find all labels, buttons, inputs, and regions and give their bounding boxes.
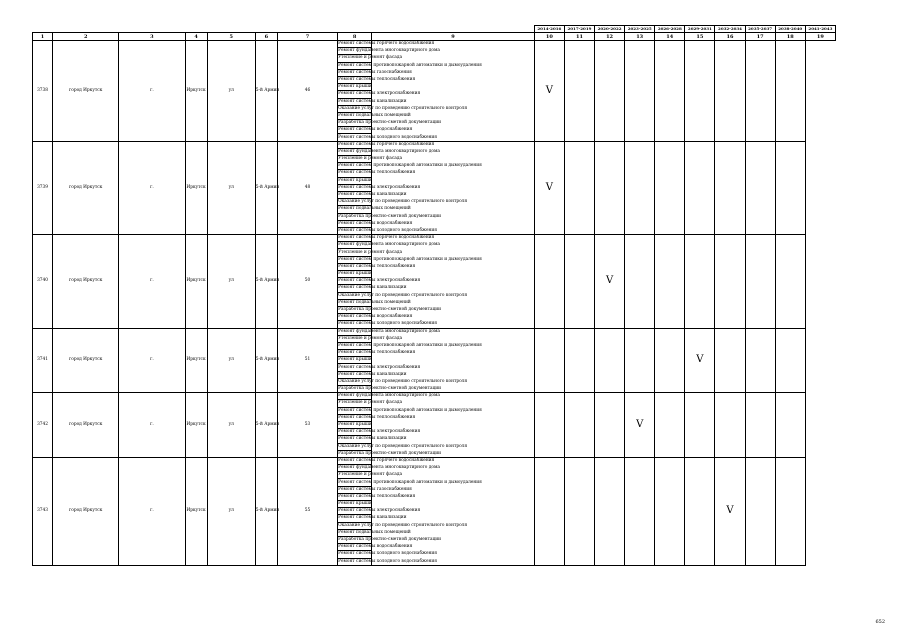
work-type-cell: Ремонт системы канализации bbox=[338, 371, 407, 377]
period-empty-cell bbox=[775, 457, 805, 565]
work-type-cell: Ремонт фундамента многоквартирного дома bbox=[338, 328, 440, 334]
period-empty-cell bbox=[625, 141, 655, 234]
period-empty-cell bbox=[655, 41, 685, 142]
street-name-cell: 5-й Армии bbox=[255, 393, 277, 458]
city-name-cell: Иркутск bbox=[185, 235, 207, 328]
work-type-cell: Ремонт системы теплоснабжения bbox=[338, 77, 416, 83]
period-header-cell: 2032-2034 bbox=[715, 26, 745, 33]
period-empty-cell bbox=[745, 328, 775, 393]
work-type-cell: Утепление и ремонт фасада bbox=[338, 156, 403, 162]
work-row bbox=[33, 235, 836, 242]
work-type-cell: Ремонт подвальных помещений bbox=[338, 112, 411, 118]
city-type-cell: г. bbox=[119, 235, 185, 328]
period-empty-cell bbox=[685, 393, 715, 458]
column-number-cell: 13 bbox=[625, 33, 655, 41]
header-blank-cell bbox=[33, 26, 53, 33]
period-empty-cell bbox=[534, 393, 564, 458]
work-row bbox=[33, 141, 836, 148]
work-type-cell: Оказание услуг по проведению строительного контроля bbox=[338, 378, 468, 384]
city-name-cell: Иркутск bbox=[185, 328, 207, 393]
street-type-cell: ул bbox=[207, 235, 255, 328]
period-empty-cell bbox=[564, 141, 594, 234]
municipality-cell: город Иркутск bbox=[53, 41, 119, 142]
municipality-cell: город Иркутск bbox=[53, 457, 119, 565]
work-type-cell: Ремонт системы электроснабжения bbox=[338, 184, 421, 190]
building-id-cell: 3740 bbox=[33, 235, 53, 328]
work-type-cell: Оказание услуг по проведению строительного контроля bbox=[338, 443, 468, 449]
column-number-cell: 4 bbox=[185, 33, 207, 41]
period-header-cell: 2017-2019 bbox=[564, 26, 594, 33]
header-blank-cell bbox=[207, 26, 255, 33]
period-empty-cell bbox=[595, 141, 625, 234]
work-type-cell: Разработка проектно-сметной документации bbox=[338, 537, 442, 543]
column-number-cell: 12 bbox=[595, 33, 625, 41]
work-type-cell: Ремонт крыши bbox=[338, 501, 372, 507]
period-empty-cell bbox=[745, 393, 775, 458]
period-empty-cell bbox=[625, 457, 655, 565]
street-name-cell: 5-й Армии bbox=[255, 457, 277, 565]
period-header-cell: 2014-2016 bbox=[534, 26, 564, 33]
work-type-cell: Оказание услуг по проведению строительного контроля bbox=[338, 105, 468, 111]
work-row bbox=[33, 328, 836, 335]
work-row bbox=[33, 393, 836, 400]
period-empty-cell bbox=[715, 141, 745, 234]
city-type-cell: г. bbox=[119, 141, 185, 234]
period-empty-cell bbox=[534, 235, 564, 328]
column-number-cell: 5 bbox=[207, 33, 255, 41]
period-mark-cell: V bbox=[715, 457, 745, 565]
municipality-cell: город Иркутск bbox=[53, 393, 119, 458]
work-type-cell: Ремонт крыши bbox=[338, 422, 372, 428]
city-name-cell: Иркутск bbox=[185, 141, 207, 234]
column-number-cell: 9 bbox=[372, 33, 535, 41]
column-number-cell: 2 bbox=[53, 33, 119, 41]
period-empty-cell bbox=[655, 235, 685, 328]
column-number-cell: 17 bbox=[745, 33, 775, 41]
period-empty-cell bbox=[745, 41, 775, 142]
period-empty-cell bbox=[745, 235, 775, 328]
work-type-cell: Оказание услуг по проведению строительного контроля bbox=[338, 199, 468, 205]
house-number-cell: 53 bbox=[277, 393, 337, 458]
building-id-cell: 3743 bbox=[33, 457, 53, 565]
work-type-cell: Оказание услуг по проведению строительного контроля bbox=[338, 292, 468, 298]
work-type-cell: Утепление и ремонт фасада bbox=[338, 400, 403, 406]
work-type-cell: Ремонт системы канализации bbox=[338, 285, 407, 291]
header-blank-cell bbox=[119, 26, 185, 33]
house-number-cell: 51 bbox=[277, 328, 337, 393]
city-name-cell: Иркутск bbox=[185, 393, 207, 458]
work-type-cell: Ремонт подвальных помещений bbox=[338, 299, 411, 305]
work-type-cell: Оказание услуг по проведению строительного контроля bbox=[338, 522, 468, 528]
work-type-cell: Утепление и ремонт фасада bbox=[338, 335, 403, 341]
page-number: 652 bbox=[875, 619, 885, 625]
work-type-cell: Ремонт системы водоснабжения bbox=[338, 544, 413, 550]
work-type-cell: Ремонт системы холодного водоснабжения bbox=[338, 551, 437, 557]
city-type-cell: г. bbox=[119, 457, 185, 565]
work-type-cell: Ремонт крыши bbox=[338, 357, 372, 363]
building-id-cell: 3738 bbox=[33, 41, 53, 142]
city-type-cell: г. bbox=[119, 328, 185, 393]
street-type-cell: ул bbox=[207, 141, 255, 234]
period-empty-cell bbox=[775, 41, 805, 142]
column-number-cell: 19 bbox=[805, 33, 835, 41]
work-type-cell: Ремонт системы горячего водоснабжения bbox=[338, 235, 435, 241]
period-empty-cell bbox=[655, 141, 685, 234]
work-type-cell: Ремонт систем противопожарной автоматики и дымоудаления bbox=[338, 479, 482, 485]
period-empty-cell bbox=[685, 41, 715, 142]
building-id-cell: 3741 bbox=[33, 328, 53, 393]
city-type-cell: г. bbox=[119, 393, 185, 458]
work-type-cell: Разработка проектно-сметной документации bbox=[338, 213, 442, 219]
column-number-cell: 10 bbox=[534, 33, 564, 41]
header-blank-cell bbox=[185, 26, 207, 33]
column-number-cell: 7 bbox=[277, 33, 337, 41]
work-type-cell: Ремонт системы канализации bbox=[338, 98, 407, 104]
work-type-cell: Ремонт фундамента многоквартирного дома bbox=[338, 48, 440, 54]
header-blank-cell bbox=[53, 26, 119, 33]
work-type-cell: Ремонт подвальных помещений bbox=[338, 529, 411, 535]
header-blank-cell bbox=[338, 26, 372, 33]
period-empty-cell bbox=[564, 328, 594, 393]
period-empty-cell bbox=[625, 328, 655, 393]
work-type-cell: Ремонт систем противопожарной автоматики и дымоудаления bbox=[338, 163, 482, 169]
work-type-cell: Ремонт систем противопожарной автоматики и дымоудаления bbox=[338, 407, 482, 413]
period-mark-cell: V bbox=[534, 41, 564, 142]
city-type-cell: г. bbox=[119, 41, 185, 142]
work-type-cell: Ремонт системы теплоснабжения bbox=[338, 263, 416, 269]
work-type-cell: Разработка проектно-сметной документации bbox=[338, 450, 442, 456]
column-number-cell: 18 bbox=[775, 33, 805, 41]
work-type-cell: Ремонт системы водоснабжения bbox=[338, 127, 413, 133]
work-type-cell: Ремонт фундамента многоквартирного дома bbox=[338, 393, 440, 399]
work-type-cell: Ремонт системы теплоснабжения bbox=[338, 170, 416, 176]
column-number-cell: 3 bbox=[119, 33, 185, 41]
work-type-cell: Утепление и ремонт фасада bbox=[338, 249, 403, 255]
period-mark-cell: V bbox=[534, 141, 564, 234]
header-blank-cell bbox=[277, 26, 337, 33]
column-number-cell: 6 bbox=[255, 33, 277, 41]
period-empty-cell bbox=[595, 41, 625, 142]
street-name-cell: 5-й Армии bbox=[255, 141, 277, 234]
work-type-cell: Ремонт системы газоснабжения bbox=[338, 69, 412, 75]
period-header-cell: 2038-2040 bbox=[775, 26, 805, 33]
period-empty-cell bbox=[595, 328, 625, 393]
period-empty-cell bbox=[715, 41, 745, 142]
work-type-cell: Ремонт системы водоснабжения bbox=[338, 314, 413, 320]
work-type-cell: Ремонт системы холодного водоснабжения bbox=[338, 134, 437, 140]
period-empty-cell bbox=[564, 235, 594, 328]
work-type-cell: Утепление и ремонт фасада bbox=[338, 55, 403, 61]
work-type-cell: Ремонт крыши bbox=[338, 271, 372, 277]
work-type-cell: Ремонт системы холодного водоснабжения bbox=[338, 558, 437, 564]
work-type-cell: Ремонт системы канализации bbox=[338, 192, 407, 198]
municipality-cell: город Иркутск bbox=[53, 235, 119, 328]
work-type-cell: Ремонт системы электроснабжения bbox=[338, 364, 421, 370]
column-number-cell: 14 bbox=[655, 33, 685, 41]
work-type-cell: Ремонт системы канализации bbox=[338, 515, 407, 521]
work-type-cell: Ремонт системы горячего водоснабжения bbox=[338, 141, 435, 147]
period-mark-cell: V bbox=[625, 393, 655, 458]
period-empty-cell bbox=[655, 457, 685, 565]
period-header-cell: 2023-2025 bbox=[625, 26, 655, 33]
work-type-cell: Ремонт системы электроснабжения bbox=[338, 278, 421, 284]
period-header-cell: 2035-2037 bbox=[745, 26, 775, 33]
period-empty-cell bbox=[564, 457, 594, 565]
municipality-cell: город Иркутск bbox=[53, 328, 119, 393]
work-type-cell: Разработка проектно-сметной документации bbox=[338, 120, 442, 126]
period-empty-cell bbox=[775, 235, 805, 328]
period-empty-cell bbox=[625, 235, 655, 328]
period-empty-cell bbox=[715, 235, 745, 328]
street-name-cell: 5-й Армии bbox=[255, 41, 277, 142]
period-mark-cell: V bbox=[685, 328, 715, 393]
period-empty-cell bbox=[685, 141, 715, 234]
work-row bbox=[33, 457, 836, 464]
work-type-cell: Ремонт систем противопожарной автоматики и дымоудаления bbox=[338, 62, 482, 68]
period-empty-cell bbox=[655, 328, 685, 393]
work-type-cell: Ремонт систем противопожарной автоматики и дымоудаления bbox=[338, 256, 482, 262]
work-row bbox=[33, 41, 836, 48]
header-blank-cell bbox=[372, 26, 535, 33]
work-type-cell: Утепление и ремонт фасада bbox=[338, 472, 403, 478]
municipality-cell: город Иркутск bbox=[53, 141, 119, 234]
house-number-cell: 50 bbox=[277, 235, 337, 328]
period-header-cell: 2020-2022 bbox=[595, 26, 625, 33]
work-type-cell: Ремонт фундамента многоквартирного дома bbox=[338, 465, 440, 471]
period-empty-cell bbox=[685, 457, 715, 565]
header-blank-cell bbox=[255, 26, 277, 33]
work-type-cell: Ремонт системы газоснабжения bbox=[338, 486, 412, 492]
street-type-cell: ул bbox=[207, 328, 255, 393]
period-header-cell: 2026-2028 bbox=[655, 26, 685, 33]
house-number-cell: 46 bbox=[277, 41, 337, 142]
work-type-cell: Ремонт системы теплоснабжения bbox=[338, 493, 416, 499]
street-type-cell: ул bbox=[207, 393, 255, 458]
work-type-cell: Ремонт крыши bbox=[338, 177, 372, 183]
work-type-cell: Ремонт крыши bbox=[338, 84, 372, 90]
period-empty-cell bbox=[745, 457, 775, 565]
city-name-cell: Иркутск bbox=[185, 457, 207, 565]
period-mark-cell: V bbox=[595, 235, 625, 328]
period-empty-cell bbox=[775, 141, 805, 234]
building-id-cell: 3742 bbox=[33, 393, 53, 458]
period-empty-cell bbox=[595, 457, 625, 565]
street-name-cell: 5-й Армии bbox=[255, 328, 277, 393]
work-type-cell: Ремонт системы водоснабжения bbox=[338, 220, 413, 226]
work-type-cell: Разработка проектно-сметной документации bbox=[338, 386, 442, 392]
work-type-cell: Ремонт фундамента многоквартирного дома bbox=[338, 242, 440, 248]
period-header-row bbox=[33, 26, 836, 33]
work-type-cell: Ремонт системы электроснабжения bbox=[338, 508, 421, 514]
work-type-cell: Ремонт системы холодного водоснабжения bbox=[338, 227, 437, 233]
period-empty-cell bbox=[775, 328, 805, 393]
period-empty-cell bbox=[745, 141, 775, 234]
period-empty-cell bbox=[655, 393, 685, 458]
street-name-cell: 5-й Армии bbox=[255, 235, 277, 328]
period-header-cell: 2029-2031 bbox=[685, 26, 715, 33]
period-empty-cell bbox=[715, 393, 745, 458]
work-type-cell: Ремонт системы теплоснабжения bbox=[338, 414, 416, 420]
period-empty-cell bbox=[534, 457, 564, 565]
work-type-cell: Разработка проектно-сметной документации bbox=[338, 307, 442, 313]
column-number-cell: 15 bbox=[685, 33, 715, 41]
work-type-cell: Ремонт системы теплоснабжения bbox=[338, 350, 416, 356]
work-type-cell: Ремонт подвальных помещений bbox=[338, 206, 411, 212]
period-empty-cell bbox=[715, 328, 745, 393]
period-empty-cell bbox=[564, 393, 594, 458]
house-number-cell: 48 bbox=[277, 141, 337, 234]
work-type-cell: Ремонт системы канализации bbox=[338, 436, 407, 442]
work-type-cell: Ремонт фундамента многоквартирного дома bbox=[338, 148, 440, 154]
period-empty-cell bbox=[534, 328, 564, 393]
repair-schedule-table bbox=[32, 25, 836, 566]
period-empty-cell bbox=[685, 235, 715, 328]
period-empty-cell bbox=[564, 41, 594, 142]
column-number-cell: 16 bbox=[715, 33, 745, 41]
column-number-row bbox=[33, 33, 836, 41]
building-id-cell: 3739 bbox=[33, 141, 53, 234]
street-type-cell: ул bbox=[207, 457, 255, 565]
period-empty-cell bbox=[595, 393, 625, 458]
period-empty-cell bbox=[625, 41, 655, 142]
period-empty-cell bbox=[775, 393, 805, 458]
column-number-cell: 8 bbox=[338, 33, 372, 41]
house-number-cell: 55 bbox=[277, 457, 337, 565]
work-type-cell: Ремонт системы электроснабжения bbox=[338, 429, 421, 435]
street-type-cell: ул bbox=[207, 41, 255, 142]
period-header-cell: 2041-2043 bbox=[805, 26, 835, 33]
city-name-cell: Иркутск bbox=[185, 41, 207, 142]
work-type-cell: Ремонт систем противопожарной автоматики и дымоудаления bbox=[338, 342, 482, 348]
work-type-cell: Ремонт системы горячего водоснабжения bbox=[338, 41, 435, 47]
work-type-cell: Ремонт системы электроснабжения bbox=[338, 91, 421, 97]
column-number-cell: 1 bbox=[33, 33, 53, 41]
work-type-cell: Ремонт системы холодного водоснабжения bbox=[338, 321, 437, 327]
column-number-cell: 11 bbox=[564, 33, 594, 41]
work-type-cell: Ремонт системы горячего водоснабжения bbox=[338, 457, 435, 463]
